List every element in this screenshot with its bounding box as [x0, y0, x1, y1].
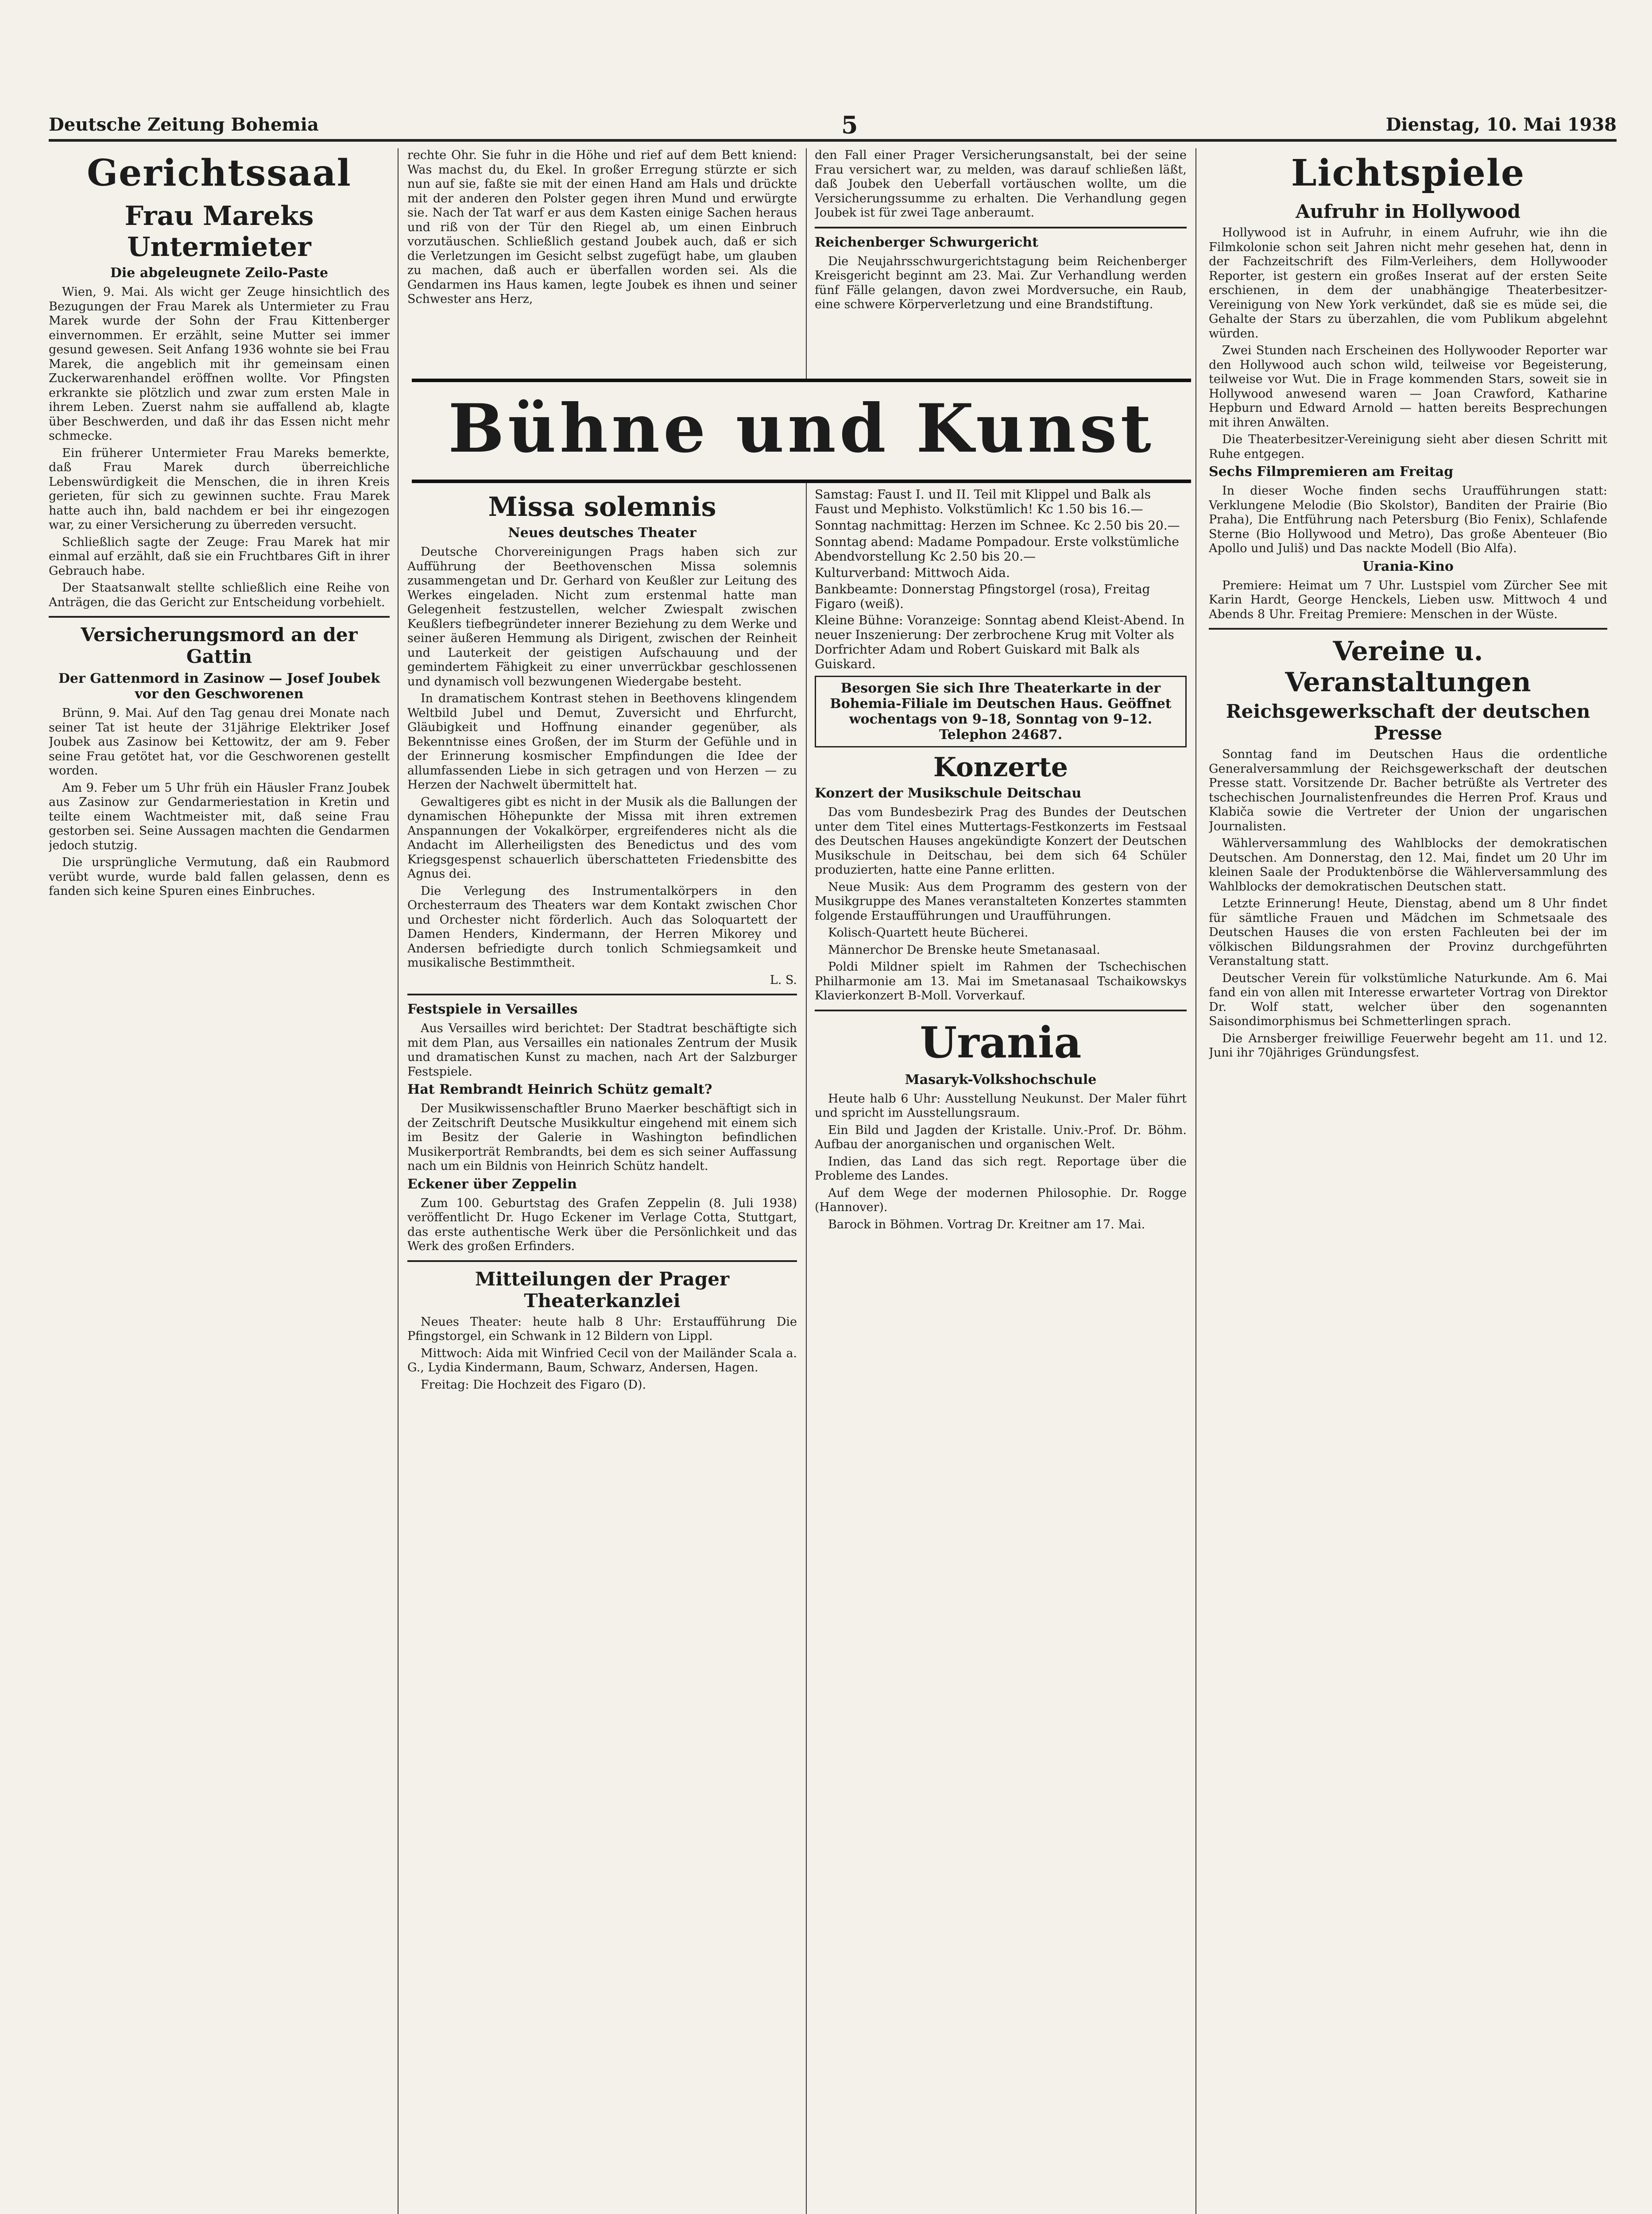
- list-item: Kleine Bühne: Voranzeige: Sonntag abend Kleist-Abend. In neuer Inszenierung: Der zerbrochene Krug mit Volter als Dorfrichter Adam und Robert Guiskard mit Balk als Guiskard.: [815, 613, 1185, 671]
- announcements-list: [407, 1315, 797, 1393]
- paragraph: Deutscher Verein für volkstümliche Naturkunde. Am 6. Mai fand ein von allen mit Interesse erwarteter Vortrag von Direktor Dr. Wolf statt, welcher über den sogenannten Saisondimorphismus bei Schmetterlingen sprach.: [1209, 971, 1607, 1028]
- article-subtitle: Die abgeleugnete Zeilo-Paste: [110, 265, 329, 281]
- note-body: [815, 255, 1187, 312]
- paragraph: Das vom Bundesbezirk Prag des Bundes der Deutschen unter dem Titel eines Muttertags-Festkonzerts im Festsaal des Deutschen Hauses angekündigte Konzert der Deutschen Musikschule in Deitschau, bei dem sich 64 Schüler produzierten, hatte eine Panne erlitten.: [815, 805, 1187, 877]
- article-title: Versicherungsmord an der Gattin: [81, 624, 358, 667]
- paragraph: Aus Versailles wird berichtet: Der Stadtrat beschäftigte sich mit dem Plan, aus Versailles ein nationales Zentrum der Musik und dramatischen Kunst zu machen, nach Art der Salzburger Festspiele.: [407, 1022, 797, 1079]
- article-title: Reichsgewerkschaft der deutschen Presse: [1226, 701, 1590, 744]
- theatre-program: [815, 487, 1187, 671]
- ticket-box: Besorgen Sie sich Ihre Theaterkarte in der Bohemia-Filiale im Deutschen Haus. Geöffnet wochentags von 9–18, Sonntag von 9–12. Telephon 24687.: [815, 676, 1187, 747]
- paragraph: rechte Ohr. Sie fuhr in die Höhe und rief auf dem Bett kniend: Was machst du, du Ekel. In großer Erregung stürzte er sich nun auf sie, faßte sie mit der einen Hand am Hals und drückte mit der anderen den Polster gegen ihren Mund und erwürgte sie. Nach der Tat warf er aus dem Kasten einige Sachen heraus und riß von der Tür den Riegel ab, um einen Einbruch vorzutäuschen. Schließlich gestand Joubek auch, daß er sich die Verletzungen im Gesicht selbst zugefügt habe, um glauben zu machen, daß auch er überfallen worden sei. Als die Gendarmen ins Haus kamen, legte Joubek es ihnen und seiner Schwester ans Herz,: [407, 148, 797, 306]
- section-title: Gerichtssaal: [87, 152, 352, 194]
- list-item: Kulturverband: Mittwoch Aida.: [815, 565, 1010, 580]
- paragraph: Hollywood ist in Aufruhr, in einem Aufruhr, wie ihn die Filmkolonie schon seit Jahren nicht mehr gesehen hat, denn in der Fachzeitschrift des Film-Verleihers, dem Hollywooder Reporter, ist gestern ein großes Inserat auf der ersten Seite erschienen, in dem der unabhängige Theaterbesitzer-Vereinigung von New York verkündet, daß sie es müde sei, die Gehalte der Stars zu überzahlen, die vom Publikum abgelehnt würden.: [1209, 226, 1607, 341]
- note-title: Festspiele in Versailles: [407, 1002, 578, 1017]
- column-cinema: [1209, 148, 1607, 2214]
- list-item: Samstag: Faust I. und II. Teil mit Klippel und Balk als Faust und Mephisto. Volkstümlich! Kc 1.50 bis 16.—: [815, 487, 1151, 516]
- column-continuation: [815, 148, 1187, 370]
- paragraph: Zwei Stunden nach Erscheinen des Hollywooder Reporter war den Hollywood auch schon wild, teilweise vor Begeisterung, teilweise vor Wut. Die in Frage kommenden Stars, soweit sie in Hollywood anwesend waren — Joan Crawford, Katharine Hepburn und Edward Arnold — hatten bereits Besprechungen mit ihren Anwälten.: [1209, 344, 1607, 430]
- list-item: Indien, das Land das sich regt. Reportage über die Probleme des Landes.: [815, 1154, 1187, 1183]
- divider: [815, 1010, 1187, 1011]
- paragraph: Premiere: Heimat um 7 Uhr. Lustspiel vom Zürcher See mit Karin Hardt, George Henckels, Lieben usw. Mittwoch 4 und Abends 8 Uhr. Freitag Premiere: Menschen in der Wüste.: [1209, 578, 1607, 621]
- article-body: [407, 545, 797, 987]
- section-title: Vereine u. Veranstaltungen: [1285, 636, 1531, 698]
- note-body: [1209, 579, 1607, 622]
- paragraph: Gewaltigeres gibt es nicht in der Musik als die Ballungen der dynamischen Höhepunkte der Missa mit ihren extremen Anspannungen der Vokalkörper, ergreifenderes nicht als die Andacht im Allerheiligsten des Benedictus und des vom Kriegsgespenst schauerlich überschatteten Friedensbitte des Agnus dei.: [407, 795, 797, 881]
- list-item: Sonntag nachmittag: Herzen im Schnee. Kc 2.50 bis 20.—: [815, 518, 1180, 533]
- paper-name: Deutsche Zeitung Bohemia: [49, 114, 319, 135]
- paragraph: Der Musikwissenschaftler Bruno Maerker beschäftigt sich in der Zeitschrift Deutsche Musikkultur eingehend mit einem sich im Besitz der Galerie in Washington befindlichen Musikerporträt Rembrandts, bei dem es sich seiner Auffassung nach um ein Bildnis von Heinrich Schütz handelt.: [407, 1102, 797, 1173]
- list-item: Bankbeamte: Donnerstag Pfingstorgel (rosa), Freitag Figaro (weiß).: [815, 582, 1150, 611]
- article-subtitle: Masaryk-Volkshochschule: [905, 1072, 1097, 1088]
- column-rule: [1195, 148, 1196, 2214]
- list-item: Freitag: Die Hochzeit des Figaro (D).: [421, 1378, 646, 1392]
- note-body: [407, 1022, 797, 1079]
- paragraph: Die Theaterbesitzer-Vereinigung sieht aber diesen Schritt mit Ruhe entgegen.: [1209, 433, 1607, 461]
- article-subtitle: Neues deutsches Theater: [508, 525, 696, 541]
- paragraph: In dramatischem Kontrast stehen in Beethovens klingendem Weltbild Jubel und Demut, Zuversicht und Ehrfurcht, Gläubigkeit und Hoffnung einander gegenüber, als Bekenntnisse eines Großen, der im Sturm der Gefühle und in der Erinnerung kosmischer Empfindungen die Idee der allumfassenden Liebe in sich getragen und von Herzen — zu Herzen der Nachwelt übermittelt hat.: [407, 692, 797, 792]
- divider: [815, 227, 1187, 228]
- paragraph: Die Verlegung des Instrumentalkörpers in den Orchesterraum des Theaters war dem Kontakt zwischen Chor und Orchester nicht förderlich. Auch das Soloquartett der Damen Henders, Kindermann, der Herren Mikorey und Andersen befriedigte durch tonlich Schmiegsamkeit und musikalische Bestimmtheit.: [407, 884, 797, 970]
- column-court: [49, 148, 390, 2214]
- list-item: Auf dem Wege der modernen Philosophie. Dr. Rogge (Hannover).: [815, 1186, 1187, 1214]
- paragraph: Zum 100. Geburtstag des Grafen Zeppelin (8. Juli 1938) veröffentlicht Dr. Hugo Eckener im Verlage Cotta, Stuttgart, das erste authentische Werk über die Persönlichkeit und das Werk des großen Erfinders.: [407, 1196, 797, 1253]
- column-arts: [407, 487, 797, 2214]
- article-title: Frau Mareks Untermieter: [124, 201, 314, 263]
- paragraph: Die Arnsberger freiwillige Feuerwehr begeht am 11. und 12. Juni ihr 70jähriges Gründungsfest.: [1209, 1031, 1607, 1060]
- signature: L. S.: [770, 973, 797, 987]
- note-title: Hat Rembrandt Heinrich Schütz gemalt?: [407, 1082, 712, 1097]
- paragraph: Männerchor De Brenske heute Smetanasaal.: [828, 943, 1100, 957]
- note-title: Eckener über Zeppelin: [407, 1176, 577, 1192]
- article-subtitle: Konzert der Musikschule Deitschau: [815, 786, 1082, 801]
- announcements-title: Mitteilungen der Prager Theaterkanzlei: [475, 1268, 730, 1312]
- paragraph: Schließlich sagte der Zeuge: Frau Marek hat mir einmal auf erzählt, daß sie ein Fruchtbares Gift in ihrer Gebrauch habe.: [49, 535, 390, 578]
- column-continuation: [407, 148, 797, 370]
- paragraph: Neue Musik: Aus dem Programm des gestern von der Musikgruppe des Manes veranstalteten Konzertes stammten folgende Erstaufführungen und Uraufführungen.: [815, 880, 1187, 923]
- section-title: Urania: [920, 1017, 1082, 1068]
- page-number: 5: [841, 111, 858, 139]
- article-subtitle: Der Gattenmord in Zasinow — Josef Joubek vor den Geschworenen: [58, 671, 380, 702]
- paragraph: Brünn, 9. Mai. Auf den Tag genau drei Monate nach seiner Tat ist heute der 31jährige Elektriker Josef Joubek aus Zasinow bei Kettowitz, der am 9. Feber seine Frau getötet hat, vor die Geschworenen gestellt worden.: [49, 706, 390, 778]
- paragraph: Die ursprüngliche Vermutung, daß ein Raubmord verübt wurde, wurde bald fallen gelassen, denn es fanden sich keine Spuren eines Einbruches.: [49, 855, 390, 898]
- urania-list: [815, 1092, 1187, 1232]
- note-title: Reichenberger Schwurgericht: [815, 234, 1038, 250]
- paragraph: Die Neujahrsschwurgerichtstagung beim Reichenberger Kreisgericht beginnt am 23. Mai. Zur Verhandlung werden fünf Fälle gelangen, davon zwei Mordversuche, ein Raub, eine schwere Körperverletzung und eine Brandstiftung.: [815, 254, 1187, 311]
- note-body: [407, 1102, 797, 1174]
- note-body: [1209, 484, 1607, 556]
- paragraph: Wien, 9. Mai. Als wicht ger Zeuge hinsichtlich des Bezugungen der Frau Marek als Untermieter zu Frau Marek wurde der Sohn der Frau Kittenberger einvernommen. Er erzählt, seine Mutter sei immer gesund gewesen. Seit Anfang 1936 wohnte sie bei Frau Marek, die angeblich mit ihr gemeinsam einen Zuckerwarenhandel eröffnen wollte. Vor Pfingsten erkrankte sie plötzlich und zwar zum ersten Male in ihrem Leben. Zuerst nahm sie auffallend ab, klagte über Beschwerden, und daß ihr das Essen nicht mehr schmecke.: [49, 285, 390, 443]
- article-body: [815, 148, 1187, 221]
- article-body: [49, 285, 390, 610]
- paragraph: In dieser Woche finden sechs Uraufführungen statt: Verklungene Melodie (Bio Skolstor), Banditen der Prairie (Bio Praha), Die Entführung nach Petersburg (Bio Fenix), Schlafende Sterne (Bio Hollywood und Metro), Das große Abenteuer (Bio Apollo und Juliš) und Das nackte Modell (Bio Alfa).: [1209, 484, 1607, 555]
- article-body: [1209, 747, 1607, 1061]
- issue-date: Dienstag, 10. Mai 1938: [1385, 114, 1617, 135]
- column-rule: [806, 483, 807, 2214]
- list-item: Barock in Böhmen. Vortrag Dr. Kreitner am 17. Mai.: [828, 1217, 1145, 1231]
- paragraph: Deutsche Chorvereinigungen Prags haben sich zur Aufführung der Beethovenschen Missa solemnis zusammengetan und Dr. Gerhard von Keußler zur Leitung des Werkes eingeladen. Nicht zum erstenmal hatte man Gelegenheit festzustellen, welcher Zwiespalt zwischen Keußlers tiefbegründeter innerer Beziehung zu dem Werke und seiner äußeren Hemmung als Dirigent, zwischen der Reinheit und Lauterkeit der geistigen Aufschauung und der gemindertem Fähigkeit zu einer unverrückbar geschlossenen und dynamisch voll bezwungenen Wiedergabe besteht.: [407, 545, 797, 689]
- list-item: Sonntag abend: Madame Pompadour. Erste volkstümliche Abendvorstellung Kc 2.50 bis 20.—: [815, 534, 1179, 564]
- divider: [407, 1260, 797, 1262]
- note-title: Urania-Kino: [1362, 558, 1454, 574]
- article-body: [1209, 226, 1607, 461]
- article-body: [49, 706, 390, 899]
- divider: [407, 994, 797, 995]
- column-rule: [806, 148, 807, 379]
- section-title: Lichtspiele: [1291, 152, 1525, 194]
- paragraph: Sonntag fand im Deutschen Haus die ordentliche Generalversammlung der Reichsgewerkschaft der deutschen Presse statt. Vorsitzende Dr. Bacher betrüßte als Vertreter des tschechischen Journalistenfreundes die Herren Prof. Kraus und Klabiča sowie die Vertreter der Union der ungarischen Journalisten.: [1209, 747, 1607, 833]
- article-title: Aufruhr in Hollywood: [1296, 201, 1520, 222]
- section-title: Konzerte: [933, 752, 1068, 783]
- note-body: [407, 1196, 797, 1254]
- section-banner: Bühne und Kunst: [412, 379, 1191, 483]
- article-body: [815, 805, 1187, 1003]
- list-item: Mittwoch: Aida mit Winfried Cecil von der Mailänder Scala a. G., Lydia Kindermann, Baum, Schwarz, Andersen, Hagen.: [407, 1346, 797, 1374]
- paragraph: Ein früherer Untermieter Frau Mareks bemerkte, daß Frau Marek durch überreichliche Lebenswürdigkeit die Menschen, die in ihren Kreis gerieten, für sich zu gewinnen suchte. Frau Marek hatte auch ihn, bald nachdem er bei ihr eingezogen war, zu einer Versicherung zu überreden versucht.: [49, 446, 390, 532]
- list-item: Neues Theater: heute halb 8 Uhr: Erstaufführung Die Pfingstorgel, ein Schwank in 12 Bildern von Lippl.: [407, 1315, 797, 1343]
- list-item: Heute halb 6 Uhr: Ausstellung Neukunst. Der Maler führt und spricht im Ausstellungsraum.: [815, 1092, 1187, 1120]
- paragraph: Poldi Mildner spielt im Rahmen der Tschechischen Philharmonie am 13. Mai im Smetanasaal Tschaikowskys Klavierkonzert B-Moll. Vorverkauf.: [815, 960, 1187, 1002]
- paragraph: Am 9. Feber um 5 Uhr früh ein Häusler Franz Joubek aus Zasinow zur Gendarmeriestation in Kretin und teilte einem Wachtmeister mit, daß seine Frau gestorben sei. Seine Aussagen machten die Gendarmen jedoch stutzig.: [49, 781, 390, 852]
- article-title: Missa solemnis: [488, 492, 716, 523]
- paragraph: den Fall einer Prager Versicherungsanstalt, bei der seine Frau versichert war, zu melden, was darauf schließen läßt, daß Joubek den Ueberfall vortäuschen wollte, um die Versicherungssumme zu erhalten. Die Verhandlung gegen Joubek ist für zwei Tage anberaumt.: [815, 148, 1187, 220]
- divider: [49, 616, 390, 618]
- article-body: [407, 148, 797, 307]
- note-title: Sechs Filmpremieren am Freitag: [1209, 464, 1454, 480]
- paragraph: Der Staatsanwalt stellte schließlich eine Reihe von Anträgen, die das Gericht zur Entscheidung vorbehielt.: [49, 581, 390, 609]
- paragraph: Wählerversammlung des Wahlblocks der demokratischen Deutschen. Am Donnerstag, den 12. Mai, findet um 20 Uhr im kleinen Saale der Produktenbörse die Wählerversammlung des Wahlblocks der demokratischen Deutschen statt.: [1209, 836, 1607, 894]
- list-item: Ein Bild und Jagden der Kristalle. Univ.-Prof. Dr. Böhm. Aufbau der anorganischen und organischen Welt.: [815, 1123, 1187, 1151]
- divider: [1209, 628, 1607, 630]
- paragraph: Letzte Erinnerung! Heute, Dienstag, abend um 8 Uhr findet für sämtliche Frauen und Mädchen im Schmetsaale des Deutschen Hauses die von ersten Fachleuten bei der im völkischen Bildungsrahmen der Provinz durchgeführten Veranstaltung statt.: [1209, 897, 1607, 968]
- column-theatre-program: [815, 487, 1187, 2214]
- paragraph: Kolisch-Quartett heute Bücherei.: [828, 926, 1029, 940]
- page-header: [49, 111, 1617, 142]
